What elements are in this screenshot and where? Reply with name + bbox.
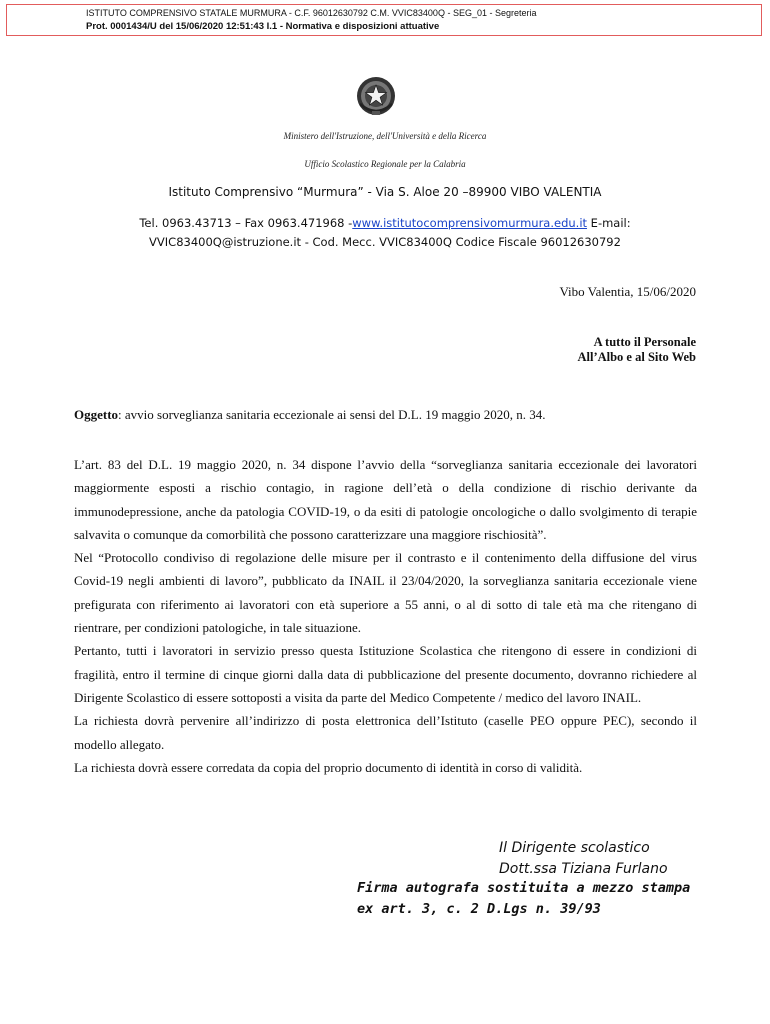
body-paragraph-1: L’art. 83 del D.L. 19 maggio 2020, n. 34 dispone l’avvio della “sorveglianza sanitaria eccezionale dei lavoratori maggiormente esposti a rischio contagio, in ragione dell’età o della condizione di rischio derivante da immunodepressione, anche da patologia COVID-19, o da esiti di patologie oncologiche o dallo svolgimento di terapie salvavita o comunque da comorbilità che possono caratterizzare una maggiore rischiosità”. — [74, 457, 697, 542]
signature-block — [499, 838, 668, 880]
signature-note — [357, 878, 690, 920]
regional-office-name: Ufficio Scolastico Regionale per la Calabria — [304, 159, 466, 169]
subject-line — [74, 407, 545, 423]
subject-text: : avvio sorveglianza sanitaria eccezionale ai sensi del D.L. 19 maggio 2020, n. 34. — [118, 407, 546, 422]
subject-label: Oggetto — [74, 407, 119, 422]
body-paragraph-5: La richiesta dovrà essere corredata da copia del proprio documento di identità in corso di validità. — [74, 759, 583, 775]
body-paragraph-3: Pertanto, tutti i lavoratori in servizio presso questa Istituzione Scolastica che ritengono di essere in condizioni di fragilità, entro il termine di cinque giorni dalla data di pubblicazione del presente documento, dovranno richiedere al Dirigente Scolastico di essere sottoposti a visita da parte del Medico Competente / medico del lavoro INAIL. — [74, 643, 697, 705]
school-address: Istituto Comprensivo “Murmura” - Via S. Aloe 20 –89900 VIBO VALENTIA — [168, 185, 602, 199]
body-paragraph-2: Nel “Protocollo condiviso di regolazione delle misure per il contrasto e il contenimento della diffusione del virus Covid-19 negli ambienti di lavoro”, pubblicato da INAIL il 23/04/2020, la sorveglianza sanitaria eccezionale viene prefigurata con riferimento ai lavoratori con età superiore a 55 anni, o al di sotto di tale età ma che ritengano di rientrare, per condizioni patologiche, in tale situazione. — [74, 550, 697, 636]
phone-fax: Tel. 0963.43713 – Fax 0963.471968 - — [139, 216, 353, 230]
contact-line-1 — [0, 216, 770, 230]
recipient-line-2: All’Albo e al Sito Web — [577, 350, 696, 364]
italian-republic-emblem-icon — [354, 74, 398, 118]
letter-body — [74, 453, 697, 779]
signature-note-line-2: ex art. 3, c. 2 D.Lgs n. 39/93 — [357, 901, 601, 917]
email-label: E-mail: — [587, 216, 631, 230]
stamp-line-1: ISTITUTO COMPRENSIVO STATALE MURMURA - C.F. 96012630792 C.M. VVIC83400Q - SEG_01 - Segreteria — [86, 8, 537, 18]
protocol-stamp — [6, 4, 762, 36]
signature-note-line-1: Firma autografa sostituita a mezzo stampa — [357, 880, 691, 896]
recipients — [577, 335, 696, 365]
body-paragraph-4: La richiesta dovrà pervenire all’indirizzo di posta elettronica dell’Istituto (caselle PEO oppure PEC), secondo il modello allegato. — [74, 713, 697, 752]
signatory-name: Dott.ssa Tiziana Furlano — [499, 861, 668, 877]
document-date: Vibo Valentia, 15/06/2020 — [559, 284, 696, 299]
signatory-role: Il Dirigente scolastico — [499, 840, 650, 856]
ministry-name: Ministero dell'Istruzione, dell'Università e della Ricerca — [283, 131, 487, 141]
contact-line-2: VVIC83400Q@istruzione.it - Cod. Mecc. VVIC83400Q Codice Fiscale 96012630792 — [149, 235, 621, 249]
school-website-link[interactable]: www.istitutocomprensivomurmura.edu.it — [352, 216, 588, 230]
stamp-line-2: Prot. 0001434/U del 15/06/2020 12:51:43 I.1 - Normativa e disposizioni attuative — [86, 21, 440, 32]
recipient-line-1: A tutto il Personale — [593, 335, 696, 349]
